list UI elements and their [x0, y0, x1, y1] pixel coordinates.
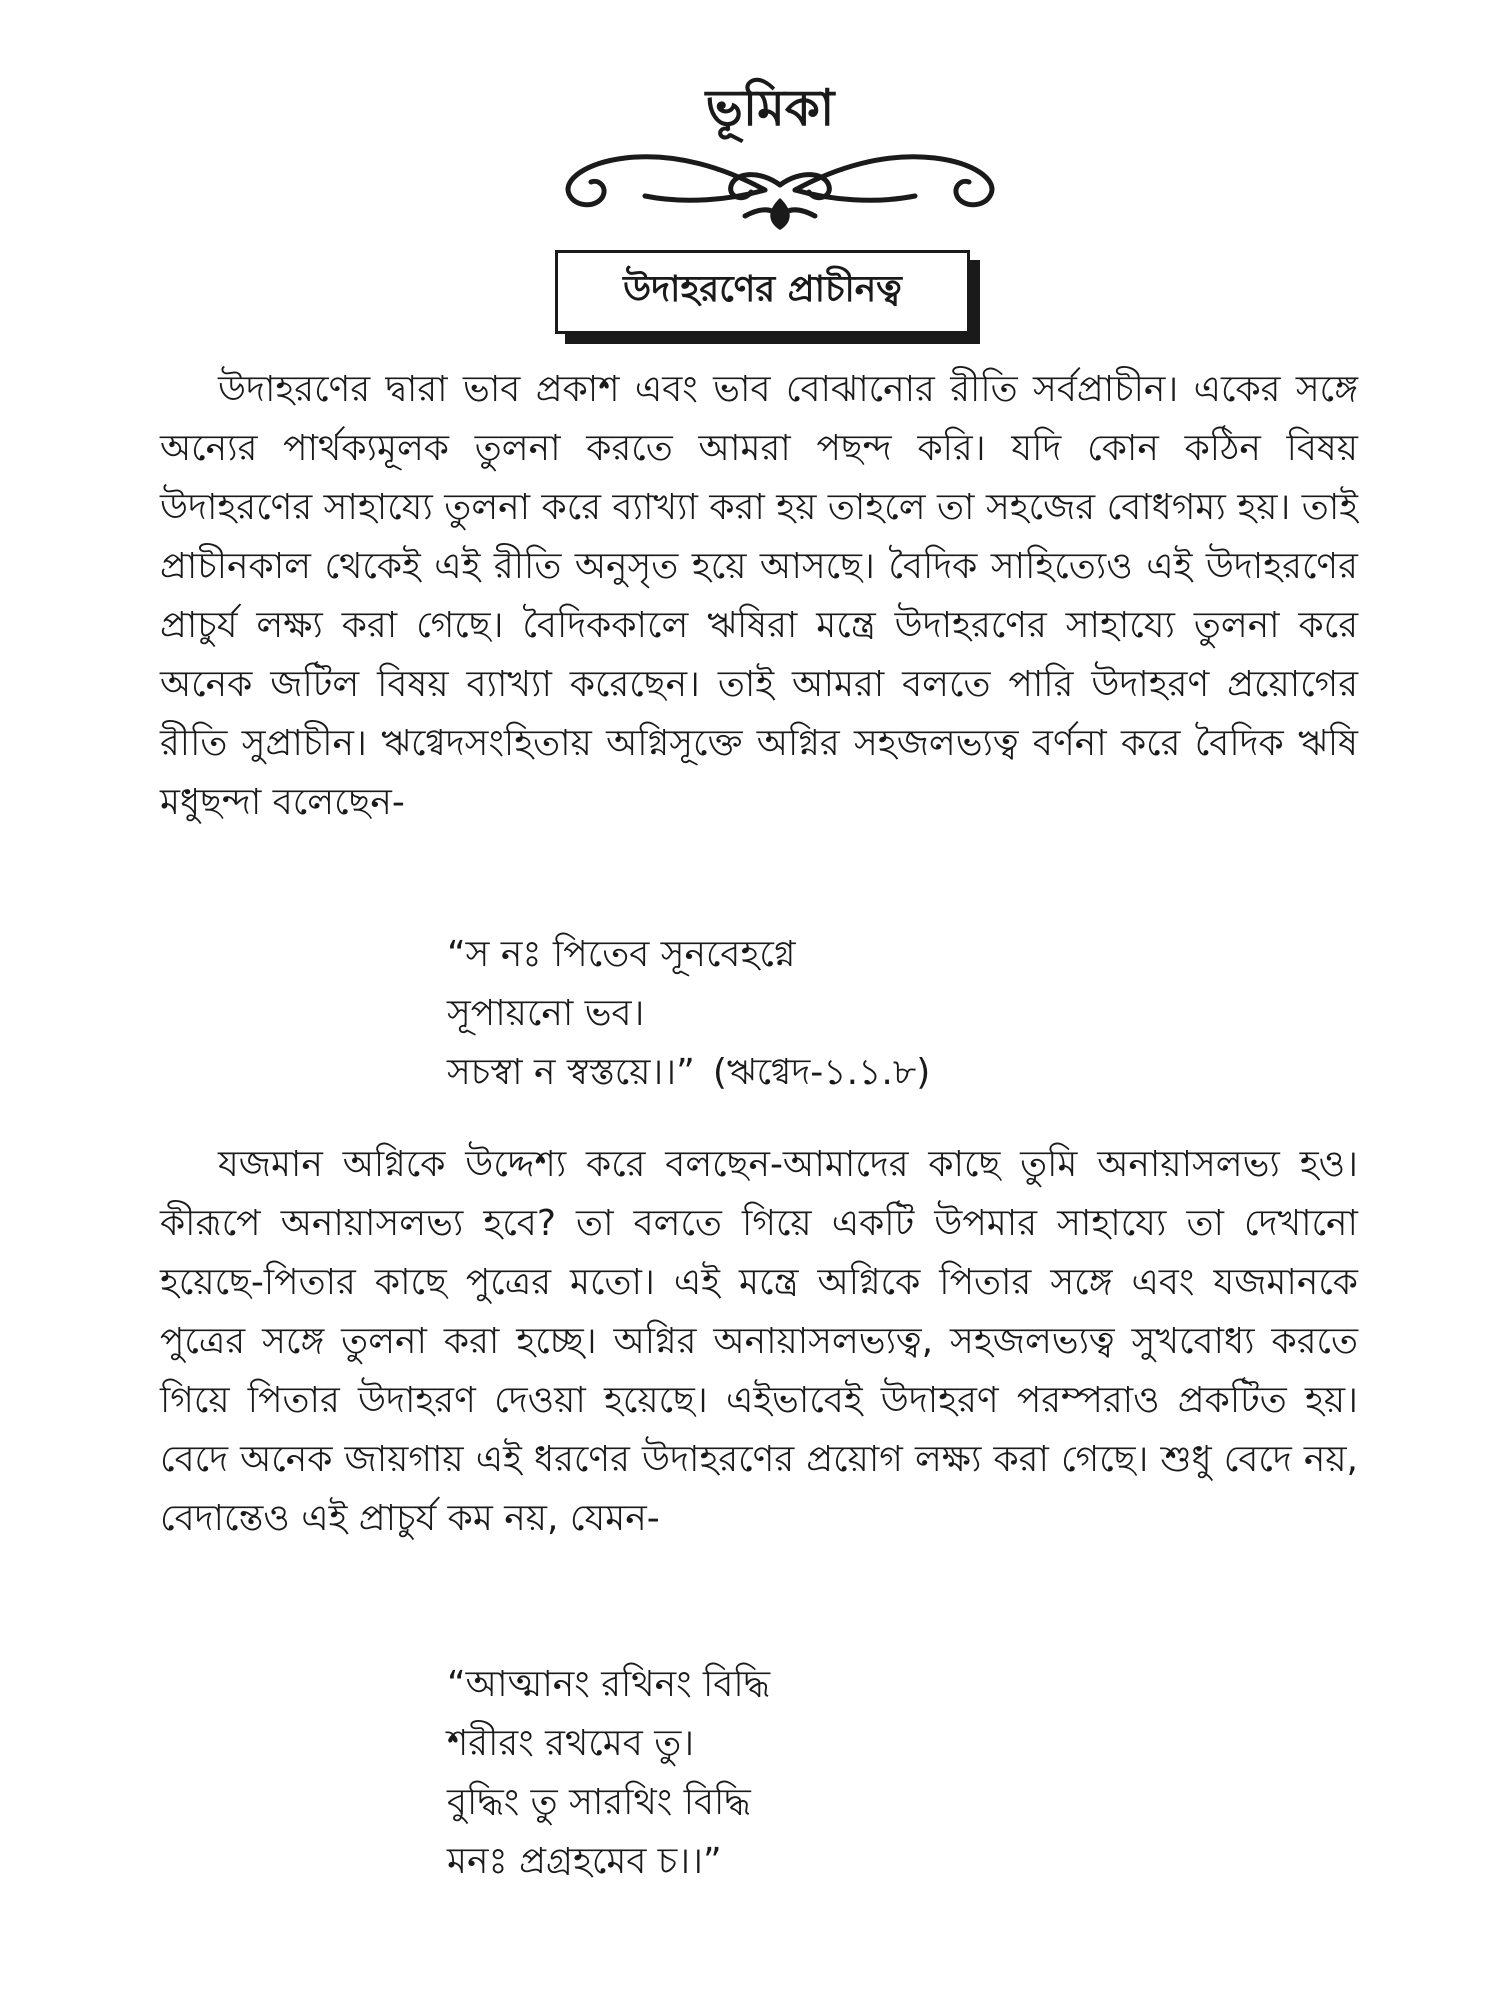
- verse-block-2: [447, 1655, 770, 1891]
- verse-reference: (ঋগ্বেদ-১.১.৮): [712, 1052, 931, 1093]
- verse-line: সচস্বা ন স্বস্তয়ে।।”: [447, 1052, 695, 1093]
- verse-line: মনঃ প্রগ্রহমেব চ।।”: [447, 1841, 722, 1882]
- verse-line: “স নঃ পিতেব সূনবেহগ্নে: [447, 934, 796, 975]
- section-title: উদাহরণের প্রাচীনত্ব: [623, 269, 902, 310]
- verse-line: “আত্মানং রথিনং বিদ্ধি: [447, 1664, 771, 1705]
- section-title-box: [555, 250, 970, 334]
- verse-line-with-reference: [447, 1043, 930, 1102]
- page-heading: ভূমিকা: [705, 79, 835, 137]
- verse-block-1: [447, 925, 930, 1102]
- scroll-flourish-icon: [555, 130, 1005, 235]
- verse-line: বুদ্ধিং তু সারথিং বিদ্ধি: [447, 1782, 751, 1823]
- verse-line: সূপায়নো ভব।: [447, 993, 645, 1034]
- body-paragraph-1: উদাহরণের দ্বারা ভাব প্রকাশ এবং ভাব বোঝানোর রীতি সর্বপ্রাচীন। একের সঙ্গে অন্যের পার্থক্যমূলক তুলনা করতে আমরা পছন্দ করি। যদি কোন কঠিন বিষয় উদাহরণের সাহায্যে তুলনা করে ব্যাখ্যা করা হয় তাহলে তা সহজের বোধগম্য হয়। তাই প্রাচীনকাল থেকেই এই রীতি অনুসৃত হয়ে আসছে। বৈদিক সাহিত্যেও এই উদাহরণের প্রাচুর্য লক্ষ্য করা গেছে। বৈদিককালে ঋষিরা মন্ত্রে উদাহরণের সাহায্যে তুলনা করে অনেক জটিল বিষয় ব্যাখ্যা করেছেন। তাই আমরা বলতে পারি উদাহরণ প্রয়োগের রীতি সুপ্রাচীন। ঋগ্বেদসংহিতায় অগ্নিসূক্তে অগ্নির সহজলভ্যত্ব বর্ণনা করে বৈদিক ঋষি মধুছন্দা বলেছেন-: [160, 369, 1358, 823]
- body-paragraph-2: যজমান অগ্নিকে উদ্দেশ্য করে বলছেন-আমাদের কাছে তুমি অনায়াসলভ্য হও। কীরূপে অনায়াসলভ্য হবে? তা বলতে গিয়ে একটি উপমার সাহায্যে তা দেখানো হয়েছে-পিতার কাছে পুত্রের মতো। এই মন্ত্রে অগ্নিকে পিতার সঙ্গে এবং যজমানকে পুত্রের সঙ্গে তুলনা করা হচ্ছে। অগ্নির অনায়াসলভ্যত্ব, সহজলভ্যত্ব সুখবোধ্য করতে গিয়ে পিতার উদাহরণ দেওয়া হয়েছে। এইভাবেই উদাহরণ পরম্পরাও প্রকটিত হয়। বেদে অনেক জায়গায় এই ধরণের উদাহরণের প্রয়োগ লক্ষ্য করা গেছে। শুধু বেদে নয়, বেদান্তেও এই প্রাচুর্য কম নয়, যেমন-: [160, 1144, 1358, 1539]
- verse-line: শরীরং রথমেব তু।: [447, 1723, 695, 1764]
